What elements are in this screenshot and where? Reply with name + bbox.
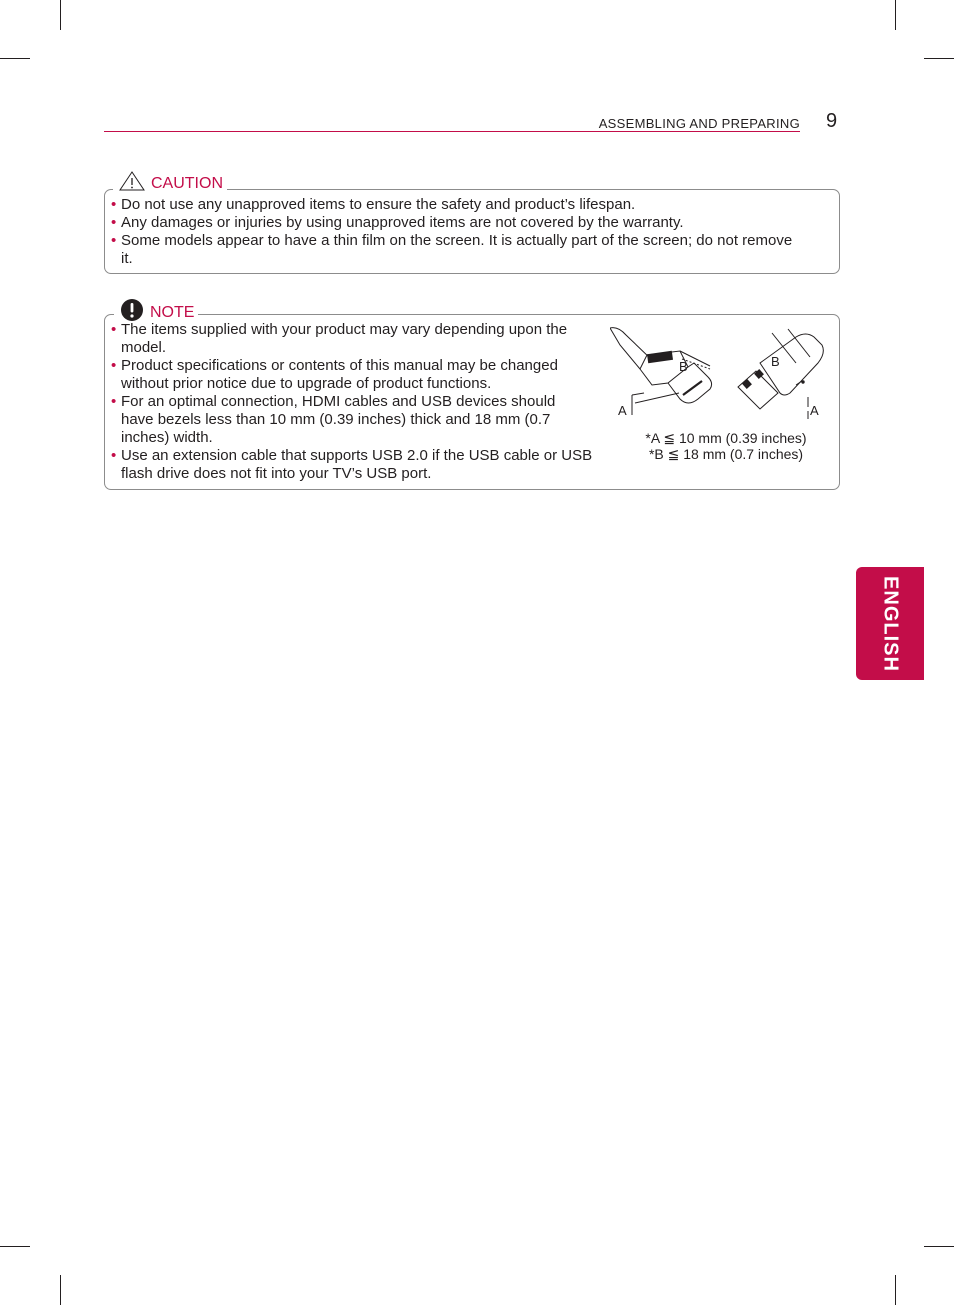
caution-heading: [113, 171, 227, 196]
page-number: 9: [826, 110, 838, 132]
crop-mark: [0, 58, 30, 59]
caution-box: [104, 174, 840, 274]
caption-dimension-b: *B ≦ 18 mm (0.7 inches): [648, 446, 804, 462]
crop-mark: [924, 1246, 954, 1247]
crop-mark: [895, 0, 896, 30]
list-item: • Some models appear to have a thin film on the screen. It is actually part of the screen; do not remove it.: [111, 232, 793, 267]
list-item: • Product specifications or contents of this manual may be changed without prior notice due to upgrade of product functions.: [111, 357, 558, 392]
hdmi-dimension-b-label: B: [679, 359, 688, 374]
list-item: • For an optimal connection, HDMI cables and USB devices should have bezels less than 10 mm (0.39 inches) thick and 18 mm (0.7 inches) width.: [111, 393, 556, 446]
list-item: • Any damages or injuries by using unapproved items are not covered by the warranty.: [111, 214, 684, 231]
list-item: • The items supplied with your product may vary depending upon the model.: [111, 321, 568, 356]
hdmi-dimension-a-label: A: [618, 403, 627, 418]
usb-dimension-b-label: B: [771, 354, 780, 369]
caution-list: [111, 196, 811, 268]
note-box: [104, 303, 840, 490]
note-list: [111, 321, 601, 483]
crop-mark: [0, 1246, 30, 1247]
caution-label: CAUTION: [151, 174, 223, 192]
connector-dimension-figure: [610, 323, 830, 425]
language-side-tab: [856, 567, 924, 680]
hdmi-connector-icon: [610, 328, 712, 415]
figure-caption: [610, 430, 842, 462]
language-tab-label: ENGLISH: [879, 575, 902, 672]
note-label: NOTE: [150, 303, 195, 321]
section-title: ASSEMBLING AND PREPARING: [598, 116, 800, 131]
crop-mark: [60, 0, 61, 30]
list-item: • Do not use any unapproved items to ensure the safety and product’s lifespan.: [111, 196, 636, 213]
header-rule: [104, 131, 800, 132]
caption-dimension-a: *A ≦ 10 mm (0.39 inches): [645, 430, 807, 446]
crop-mark: [924, 58, 954, 59]
crop-mark: [60, 1275, 61, 1305]
crop-mark: [895, 1275, 896, 1305]
usb-dimension-a-label: A: [810, 403, 819, 418]
list-item: • Use an extension cable that supports USB 2.0 if the USB cable or USB flash drive does not fit into your TV’s USB port.: [111, 447, 593, 482]
warning-triangle-icon: [119, 171, 145, 196]
